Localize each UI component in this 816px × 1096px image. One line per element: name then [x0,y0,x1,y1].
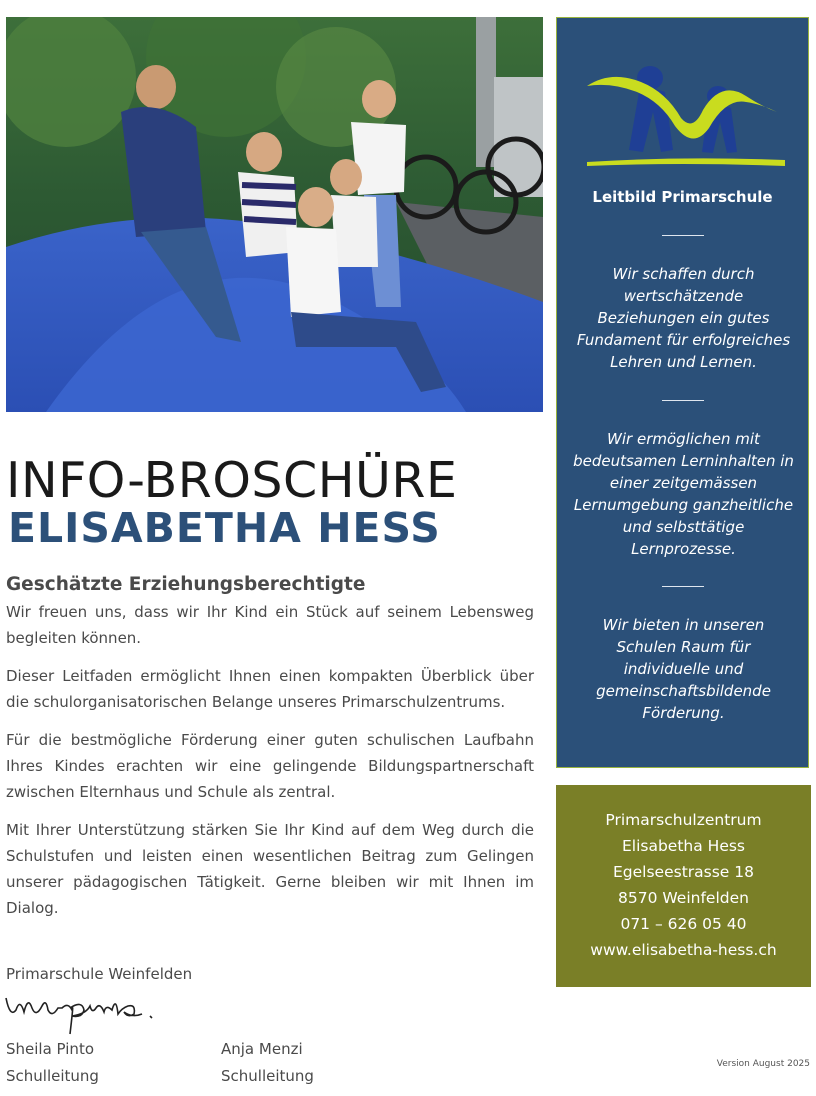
signer-name: Sheila Pinto [6,1040,95,1058]
mission-statement: Wir ermöglichen mit bedeutsamen Lerninhalten in einer zeitgemässen Lernumgebung ganzheitliche und selbsttätige Lernprozesse. [573,430,794,558]
contact-line: Primarschulzentrum [605,811,762,829]
letter-body [6,574,534,933]
version-label: Version August 2025 [716,1059,810,1069]
children-playing-icon [6,17,543,412]
mission-statement: Wir schaffen durch wertschätzende Beziehungen ein gutes Fundament für erfolgreiches Lehren und Lernen. [576,265,791,371]
letter-paragraph: Für die bestmögliche Förderung einer guten schulischen Laufbahn Ihres Kindes erachten wir eine gelingende Bildungspartnerschaft zwischen Elternhaus und Schule als zentral. [6,731,534,801]
contact-line: Elisabetha Hess [621,837,746,855]
contact-phone: 071 – 626 05 40 [620,915,747,933]
letter-paragraph: Wir freuen uns, dass wir Ihr Kind ein Stück auf seinem Lebensweg begleiten können. [6,603,534,647]
signer-anja-menzi [221,1036,314,1090]
divider [662,586,704,587]
salutation: Geschätzte Erziehungsberechtigte [6,574,366,595]
mission-statement: Wir bieten in unseren Schulen Raum für individuelle und gemeinschaftsbildende Förderung. [596,616,771,722]
signer-name: Anja Menzi [221,1040,303,1058]
signer-role: Schulleitung [6,1067,99,1085]
school-name-title: ELISABETHA HESS [8,504,441,552]
divider [662,400,704,401]
brochure-title: INFO-BROSCHÜRE [6,452,458,509]
signer-sheila-pinto [6,1036,99,1090]
mission-title: Leitbild Primarschule [592,188,773,206]
closing-line: Primarschule Weinfelden [6,965,193,983]
letter-paragraph: Mit Ihrer Unterstützung stärken Sie Ihr Kind auf dem Weg durch die Schulstufen und leisten einen wesentlichen Beitrag zum Gelingen unserer pädagogischen Tätigkeit. Gerne bleiben wir mit Ihnen im Dialog. [6,821,534,917]
contact-city: 8570 Weinfelden [618,889,749,907]
contact-website-link[interactable]: www.elisabetha-hess.ch [590,941,777,959]
signer-role: Schulleitung [221,1067,314,1085]
mission-sidebar [556,17,809,768]
school-logo-icon [581,40,786,174]
cover-photo [6,17,543,412]
contact-box [556,785,811,987]
letter-paragraph: Dieser Leitfaden ermöglicht Ihnen einen kompakten Überblick über die schulorganisatorischen Belange unseres Primarschulzentrums. [6,667,534,711]
divider [662,235,704,236]
contact-address: Egelseestrasse 18 [613,863,754,881]
